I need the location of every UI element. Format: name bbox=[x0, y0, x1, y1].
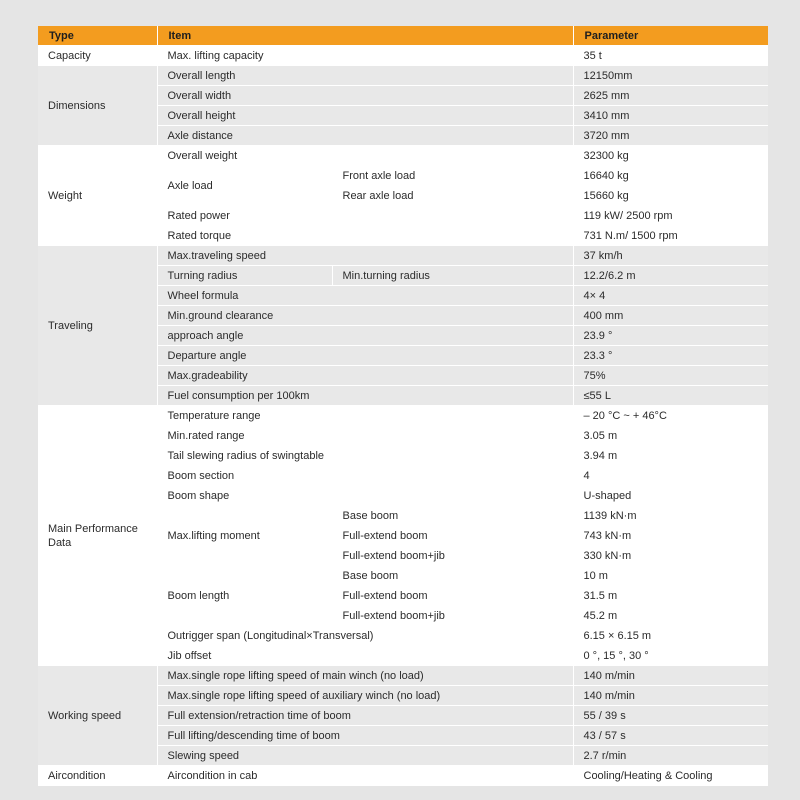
spec-table bbox=[38, 26, 768, 786]
value-cell: 119 kW/ 2500 rpm bbox=[573, 206, 768, 226]
header-row bbox=[38, 26, 768, 46]
type-cell: Working speed bbox=[38, 666, 157, 766]
value-cell: 3410 mm bbox=[573, 106, 768, 126]
sub-item-cell: Min.turning radius bbox=[332, 266, 573, 286]
item-cell: Axle distance bbox=[157, 126, 573, 146]
item-cell: Overall width bbox=[157, 86, 573, 106]
item-cell: Temperature range bbox=[157, 406, 573, 426]
value-cell: 75% bbox=[573, 366, 768, 386]
item-cell: Min.ground clearance bbox=[157, 306, 573, 326]
value-cell: 731 N.m/ 1500 rpm bbox=[573, 226, 768, 246]
item-cell: Min.rated range bbox=[157, 426, 573, 446]
value-cell: 3.05 m bbox=[573, 426, 768, 446]
type-cell: Weight bbox=[38, 146, 157, 246]
header-parameter: Parameter bbox=[573, 26, 768, 46]
item-cell: Max.traveling speed bbox=[157, 246, 573, 266]
item-cell: Departure angle bbox=[157, 346, 573, 366]
value-cell: 140 m/min bbox=[573, 686, 768, 706]
value-cell: 1139 kN·m bbox=[573, 506, 768, 526]
table-row bbox=[38, 246, 768, 266]
item-cell: Max.single rope lifting speed of main winch (no load) bbox=[157, 666, 573, 686]
value-cell: 15660 kg bbox=[573, 186, 768, 206]
value-cell: 35 t bbox=[573, 46, 768, 66]
item-cell: Jib offset bbox=[157, 646, 573, 666]
sub-item-cell: Base boom bbox=[332, 566, 573, 586]
value-cell: 10 m bbox=[573, 566, 768, 586]
value-cell: 3720 mm bbox=[573, 126, 768, 146]
value-cell: 0 °, 15 °, 30 ° bbox=[573, 646, 768, 666]
table-row bbox=[38, 406, 768, 426]
table-row bbox=[38, 66, 768, 86]
value-cell: 12150mm bbox=[573, 66, 768, 86]
value-cell: 2625 mm bbox=[573, 86, 768, 106]
item-cell: Rated power bbox=[157, 206, 573, 226]
sub-item-cell: Rear axle load bbox=[332, 186, 573, 206]
item-cell: Fuel consumption per 100km bbox=[157, 386, 573, 406]
value-cell: 3.94 m bbox=[573, 446, 768, 466]
sub-item-cell: Full-extend boom+jib bbox=[332, 606, 573, 626]
value-cell: U-shaped bbox=[573, 486, 768, 506]
value-cell: 400 mm bbox=[573, 306, 768, 326]
item-cell: Slewing speed bbox=[157, 746, 573, 766]
table-row bbox=[38, 666, 768, 686]
item-cell: Boom length bbox=[157, 566, 332, 626]
type-cell: Capacity bbox=[38, 46, 157, 66]
value-cell: 4 bbox=[573, 466, 768, 486]
sub-item-cell: Front axle load bbox=[332, 166, 573, 186]
value-cell: 743 kN·m bbox=[573, 526, 768, 546]
item-cell: Overall length bbox=[157, 66, 573, 86]
item-cell: Tail slewing radius of swingtable bbox=[157, 446, 573, 466]
value-cell: 55 / 39 s bbox=[573, 706, 768, 726]
value-cell: ≤55 L bbox=[573, 386, 768, 406]
value-cell: 2.7 r/min bbox=[573, 746, 768, 766]
value-cell: 31.5 m bbox=[573, 586, 768, 606]
value-cell: – 20 °C ~ + 46°C bbox=[573, 406, 768, 426]
value-cell: 45.2 m bbox=[573, 606, 768, 626]
value-cell: 6.15 × 6.15 m bbox=[573, 626, 768, 646]
sub-item-cell: Base boom bbox=[332, 506, 573, 526]
value-cell: 37 km/h bbox=[573, 246, 768, 266]
item-cell: approach angle bbox=[157, 326, 573, 346]
table-header bbox=[38, 26, 768, 46]
type-cell: Aircondition bbox=[38, 766, 157, 786]
type-cell: Traveling bbox=[38, 246, 157, 406]
table-row bbox=[38, 146, 768, 166]
sub-item-cell: Full-extend boom+jib bbox=[332, 546, 573, 566]
item-cell: Turning radius bbox=[157, 266, 332, 286]
table-row bbox=[38, 766, 768, 786]
table-row bbox=[38, 46, 768, 66]
value-cell: 23.9 ° bbox=[573, 326, 768, 346]
value-cell: 43 / 57 s bbox=[573, 726, 768, 746]
item-cell: Max.gradeability bbox=[157, 366, 573, 386]
item-cell: Full extension/retraction time of boom bbox=[157, 706, 573, 726]
item-cell: Wheel formula bbox=[157, 286, 573, 306]
value-cell: Cooling/Heating & Cooling bbox=[573, 766, 768, 786]
item-cell: Boom section bbox=[157, 466, 573, 486]
item-cell: Max. lifting capacity bbox=[157, 46, 573, 66]
value-cell: 4× 4 bbox=[573, 286, 768, 306]
item-cell: Overall weight bbox=[157, 146, 573, 166]
header-item: Item bbox=[157, 26, 573, 46]
item-cell: Outrigger span (Longitudinal×Transversal) bbox=[157, 626, 573, 646]
value-cell: 140 m/min bbox=[573, 666, 768, 686]
header-type: Type bbox=[38, 26, 157, 46]
item-cell: Rated torque bbox=[157, 226, 573, 246]
item-cell: Max.single rope lifting speed of auxiliary winch (no load) bbox=[157, 686, 573, 706]
item-cell: Boom shape bbox=[157, 486, 573, 506]
item-cell: Max.lifting moment bbox=[157, 506, 332, 566]
value-cell: 32300 kg bbox=[573, 146, 768, 166]
type-cell: Main Performance Data bbox=[38, 406, 157, 666]
item-cell: Full lifting/descending time of boom bbox=[157, 726, 573, 746]
sub-item-cell: Full-extend boom bbox=[332, 526, 573, 546]
item-cell: Aircondition in cab bbox=[157, 766, 573, 786]
value-cell: 23.3 ° bbox=[573, 346, 768, 366]
item-cell: Overall height bbox=[157, 106, 573, 126]
sub-item-cell: Full-extend boom bbox=[332, 586, 573, 606]
type-cell: Dimensions bbox=[38, 66, 157, 146]
item-cell: Axle load bbox=[157, 166, 332, 206]
value-cell: 330 kN·m bbox=[573, 546, 768, 566]
value-cell: 16640 kg bbox=[573, 166, 768, 186]
table-body bbox=[38, 46, 768, 786]
value-cell: 12.2/6.2 m bbox=[573, 266, 768, 286]
